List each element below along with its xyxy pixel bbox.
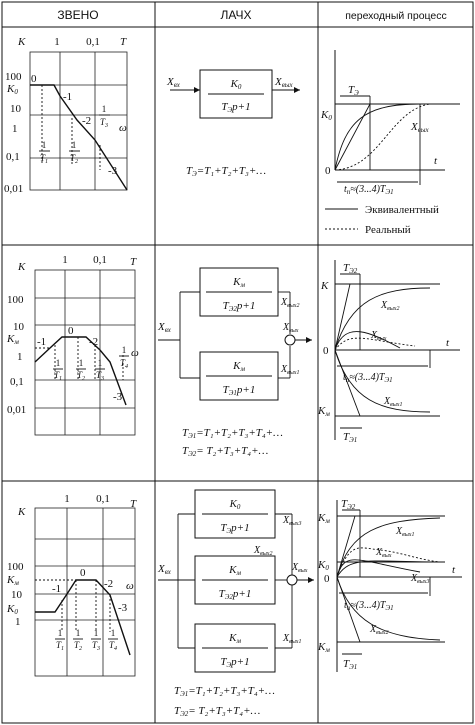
fraction-num: 1 xyxy=(121,345,127,355)
tf-den-rest: p+1 xyxy=(232,588,252,600)
fraction-den: T xyxy=(69,153,76,163)
km-sub: м xyxy=(14,338,19,346)
tf-den-rest: p+1 xyxy=(236,300,256,312)
row2-block-diagram xyxy=(157,268,312,458)
te2-sub: Э2 xyxy=(349,267,358,275)
svg-text:TЭ1=T₁+T₂+T₃+T₄+… xyxy=(182,427,283,440)
fraction-sub: 4 xyxy=(114,646,118,652)
legend-equivalent: Эквивалентный xyxy=(365,204,439,216)
x-out-sub: вых xyxy=(281,81,293,89)
slope-label: -2 xyxy=(82,115,92,127)
tick-label: 1 xyxy=(12,123,18,135)
tp-sub: п xyxy=(346,604,351,612)
svg-text:Xвых xyxy=(274,76,294,89)
te1-sub: Э1 xyxy=(349,436,358,444)
svg-text:TЭ2 xyxy=(341,498,356,511)
svg-text:Kм xyxy=(317,641,330,654)
tp-label: t xyxy=(343,372,346,383)
fraction-den: T xyxy=(39,153,46,163)
svg-text:T4 xyxy=(109,640,117,652)
x-out-label: X xyxy=(371,330,378,341)
x-out2-sub: вых2 xyxy=(287,303,300,309)
tick-label: 0,01 xyxy=(7,404,27,416)
formula-rest: =T₁+T₂+T₃+… xyxy=(196,165,267,177)
tick-label: 0,1 xyxy=(6,151,20,163)
svg-text:Xвых1 xyxy=(395,526,414,538)
x-in-sub: вх xyxy=(164,326,171,334)
tf-denominator: T xyxy=(220,522,227,534)
axis-k-label: K xyxy=(18,261,26,273)
x-out2-sub: вых2 xyxy=(260,551,273,557)
svg-text:Xвых3 xyxy=(410,573,429,585)
tf-num-sub: 0 xyxy=(237,83,242,91)
tick-label: 0,1 xyxy=(96,493,110,505)
fraction-den: T xyxy=(73,640,80,650)
k0-sub: 0 xyxy=(328,114,332,122)
formula-rest: =T₁+T₂+T₃+T₄+… xyxy=(196,427,283,439)
x-out3-label: X xyxy=(283,515,290,526)
tp-rest: ≈(3...4)T xyxy=(350,600,386,611)
svg-text:TЭ2 xyxy=(343,262,358,275)
row1-bode-plot xyxy=(4,36,127,195)
tick-label: 1 xyxy=(64,493,70,505)
tf-num-sub: м xyxy=(236,637,241,645)
x-out1-label: X xyxy=(384,396,391,407)
formula-rest: = T₂+T₃+T₄+… xyxy=(196,445,269,457)
tick-label: 100 xyxy=(7,561,24,573)
tp-sub: п xyxy=(345,376,350,384)
slope-label: 0 xyxy=(31,73,37,85)
tf-den-rest: p+1 xyxy=(236,384,256,396)
te2-sub: Э2 xyxy=(347,503,356,511)
tp-end: Э1 xyxy=(384,376,393,384)
te2-label: T xyxy=(343,262,350,274)
fraction-num: 1 xyxy=(75,628,81,638)
tf-numerator: K xyxy=(233,360,241,372)
row2-bode-plot xyxy=(6,254,139,435)
fraction-num: 1 xyxy=(57,628,63,638)
fraction-sub: 2 xyxy=(82,376,86,382)
fraction-num: 1 xyxy=(97,358,103,368)
formula-sub: Э1 xyxy=(180,690,189,698)
axis-t-label: T xyxy=(120,36,127,48)
svg-text:TЭ xyxy=(348,84,359,97)
svg-text:Kм xyxy=(6,574,19,587)
x-out-sub: вых xyxy=(298,568,308,574)
svg-text:Xвых xyxy=(375,547,392,559)
te-sub: Э xyxy=(354,89,359,97)
svg-text:TЭ1p+1 xyxy=(223,384,256,397)
svg-text:Xвх xyxy=(157,321,172,334)
tf-denominator: T xyxy=(222,300,229,312)
formula: T xyxy=(182,445,189,457)
tick-label: 10 xyxy=(10,103,21,115)
tick-label: 1 xyxy=(15,616,21,628)
row3-bode-plot xyxy=(6,493,137,676)
fraction-sub: 3 xyxy=(105,123,109,129)
omega-label: ω xyxy=(126,580,134,592)
svg-text:TЭ2= T₂+T₃+T₄+… xyxy=(182,445,268,458)
tf-denominator: T xyxy=(218,588,225,600)
tf-num-sub: м xyxy=(240,365,245,373)
slope-label: -2 xyxy=(104,578,114,590)
x-out2-sub: вых2 xyxy=(376,630,389,636)
tf-numerator: K xyxy=(229,632,237,644)
km-label: K xyxy=(7,333,15,345)
formula: T xyxy=(174,685,181,697)
fraction-num: 1 xyxy=(41,140,47,150)
svg-text:Xвых2 xyxy=(380,300,399,312)
tp-end: Э1 xyxy=(385,188,394,196)
km-label: K xyxy=(318,512,326,524)
svg-text:T2 xyxy=(74,640,82,652)
fraction-sub: 1 xyxy=(45,159,49,165)
x-out2-label: X xyxy=(281,297,288,308)
row3-transient-plot xyxy=(317,498,462,672)
tf-den-sub: Э2 xyxy=(228,305,237,313)
fraction-sub: 3 xyxy=(97,646,101,652)
omega-label: ω xyxy=(131,347,139,359)
tf-den-sub: Э xyxy=(226,661,232,669)
tick-label: 0,01 xyxy=(4,183,24,195)
tick-label: 1 xyxy=(54,36,60,48)
tf-num-sub: м xyxy=(236,569,241,577)
slope-label: -3 xyxy=(118,602,128,614)
x-out2-sub: вых2 xyxy=(387,306,400,312)
svg-text:Xвх xyxy=(166,76,181,89)
tick-label: 0,1 xyxy=(86,36,100,48)
slope-label: -2 xyxy=(89,336,99,348)
tick-label: 10 xyxy=(11,589,22,601)
formula-sub: Э xyxy=(192,170,197,178)
origin-label: 0 xyxy=(324,573,330,585)
svg-text:Kм xyxy=(317,512,330,525)
tf-den-rest: p+1 xyxy=(231,656,250,668)
fraction-num: 1 xyxy=(78,358,84,368)
fraction-sub: 1 xyxy=(59,376,63,382)
tick-label: 0,1 xyxy=(10,376,24,388)
origin-label: 0 xyxy=(325,165,331,177)
svg-text:Kм xyxy=(317,405,330,418)
x-out-label: X xyxy=(411,121,418,133)
x-in-sub: вх xyxy=(173,81,180,89)
x-out1-sub: вых1 xyxy=(402,532,415,538)
t-axis-label: t xyxy=(452,564,456,576)
x-out2-label: X xyxy=(370,624,377,635)
svg-text:T3 xyxy=(92,640,100,652)
fraction-num: 1 xyxy=(55,358,61,368)
axis-k-label: K xyxy=(18,506,26,518)
x-out1-sub: вых1 xyxy=(287,370,300,376)
fraction-sub: 4 xyxy=(125,364,129,370)
tf-num-sub: м xyxy=(240,281,245,289)
svg-text:K0 xyxy=(317,559,329,572)
formula-rest: =T₁+T₂+T₃+T₄+… xyxy=(188,685,275,697)
svg-text:TЭ2= T₂+T₃+T₄+… xyxy=(174,705,260,718)
k0-sub: 0 xyxy=(14,88,18,96)
x-out3-sub: вых3 xyxy=(289,521,302,527)
row1-block-diagram xyxy=(166,70,300,178)
row1-transient-plot xyxy=(320,50,460,236)
svg-text:Xвх xyxy=(157,563,172,576)
k0-label: K xyxy=(7,603,15,615)
x-out-sub: вых xyxy=(289,328,299,334)
x-out-label: X xyxy=(283,322,290,333)
tf-den-rest: p+1 xyxy=(231,522,250,534)
k0-sub: 0 xyxy=(325,564,329,572)
x-in-label: X xyxy=(158,563,165,575)
axis-t-label: T xyxy=(130,256,137,268)
svg-text:T2 xyxy=(70,153,78,165)
fraction-sub: 2 xyxy=(75,159,79,165)
tf-den-sub: Э1 xyxy=(228,389,237,397)
row3-block-diagram xyxy=(157,490,314,718)
axis-t-label: T xyxy=(130,498,137,510)
svg-text:tп≈(3...4)TЭ1 xyxy=(344,600,394,612)
omega-label: ω xyxy=(119,122,127,134)
t-axis-label: t xyxy=(446,337,450,349)
tf-numerator: K xyxy=(233,276,241,288)
km-label: K xyxy=(318,641,326,653)
x-out-sub: вых xyxy=(417,126,429,134)
slope-label: -3 xyxy=(113,391,123,403)
svg-text:TЭ1=T₁+T₂+T₃+T₄+… xyxy=(174,685,275,698)
svg-text:K0 xyxy=(320,109,332,122)
fraction-den: T xyxy=(55,640,62,650)
formula-sub: Э2 xyxy=(180,710,189,718)
svg-text:TЭ1 xyxy=(343,658,357,671)
x-in-label: X xyxy=(167,76,174,88)
km-sub: м xyxy=(14,579,19,587)
tp-label: t xyxy=(344,184,347,195)
header-zveno: ЗВЕНО xyxy=(57,8,99,22)
svg-text:tп≈(3...4)TЭ1 xyxy=(344,184,394,196)
tp-end: Э1 xyxy=(385,604,394,612)
tf-denominator: T xyxy=(222,384,229,396)
formula: T xyxy=(174,705,181,717)
te1-sub: Э1 xyxy=(349,663,358,671)
te1-label: T xyxy=(343,431,350,443)
x-out2-label: X xyxy=(254,545,261,556)
fraction-sub: 2 xyxy=(79,646,83,652)
k0-label: K xyxy=(7,83,15,95)
tp-sub: п xyxy=(346,188,351,196)
x-out2-label: X xyxy=(381,300,388,311)
tf-den-sub: Э xyxy=(227,106,233,114)
tf-numerator: K xyxy=(230,78,238,90)
tp-rest: ≈(3...4)T xyxy=(350,184,386,195)
tf-numerator: K xyxy=(229,564,237,576)
fraction-den: T xyxy=(108,640,115,650)
x-out1-label: X xyxy=(396,526,403,537)
svg-text:TЭ2p+1 xyxy=(219,588,252,601)
tp-rest: ≈(3...4)T xyxy=(349,372,385,383)
svg-text:tп≈(3...4)TЭ1 xyxy=(343,372,393,384)
legend-real: Реальный xyxy=(365,224,411,236)
tick-label: 10 xyxy=(13,321,24,333)
svg-text:Xвых xyxy=(291,562,308,574)
tf-den-rest: p+1 xyxy=(232,101,251,113)
svg-text:T4 xyxy=(120,358,128,370)
te-label: T xyxy=(348,84,355,96)
svg-text:Xвых2 xyxy=(253,545,272,557)
fraction-den: T xyxy=(99,117,106,127)
x-out-label: X xyxy=(376,547,383,558)
fraction-den: T xyxy=(76,370,83,380)
tick-label: 100 xyxy=(5,71,22,83)
slope-label: -3 xyxy=(108,165,118,177)
te2-label: T xyxy=(341,498,348,510)
svg-text:T1 xyxy=(40,153,48,165)
x-out-label: X xyxy=(275,76,282,88)
svg-text:T1 xyxy=(56,640,64,652)
te1-label: T xyxy=(343,658,350,670)
svg-text:TЭp+1 xyxy=(220,522,249,535)
k0-sub: 0 xyxy=(14,608,18,616)
svg-text:TЭ=T₁+T₂+T₃+… xyxy=(186,165,266,178)
svg-text:TЭ2p+1 xyxy=(223,300,256,313)
km-sub: м xyxy=(325,646,330,654)
row2-transient-plot xyxy=(317,260,460,444)
svg-text:K0 xyxy=(6,83,18,96)
x-out3-label: X xyxy=(411,573,418,584)
x-out-sub: вых xyxy=(382,553,392,559)
fraction-den: T xyxy=(91,640,98,650)
x-out1-label: X xyxy=(281,364,288,375)
fraction-num: 1 xyxy=(93,628,99,638)
km-sub: м xyxy=(325,517,330,525)
t-axis-label: t xyxy=(434,155,438,167)
formula-sub: Э1 xyxy=(188,432,197,440)
formula: T xyxy=(186,165,193,177)
tf-num-sub: 0 xyxy=(236,503,241,511)
fraction-den: T xyxy=(95,370,102,380)
fraction-sub: 1 xyxy=(61,646,65,652)
tp-label: t xyxy=(344,600,347,611)
fraction-num: 1 xyxy=(110,628,116,638)
fraction-num: 1 xyxy=(71,140,77,150)
tf-numerator: K xyxy=(229,498,237,510)
svg-text:T3 xyxy=(100,117,108,129)
svg-text:K0 xyxy=(6,603,18,616)
x-out3-sub: вых3 xyxy=(417,579,430,585)
slope-label: -1 xyxy=(63,91,73,103)
tf-denominator: T xyxy=(221,101,228,113)
svg-text:TЭp+1 xyxy=(220,656,249,669)
x-out1-sub: вых1 xyxy=(390,402,403,408)
fraction-num: 1 xyxy=(101,104,107,114)
svg-text:TЭ1 xyxy=(343,431,357,444)
slope-label: -1 xyxy=(52,583,62,595)
tf-denominator: T xyxy=(220,656,227,668)
header-lachh: ЛАЧХ xyxy=(220,8,252,22)
origin-label: 0 xyxy=(323,345,329,357)
x-out-sub: вых xyxy=(377,336,387,342)
slope-label: 0 xyxy=(68,325,74,337)
x-in-label: X xyxy=(158,321,165,333)
formula-sub: Э2 xyxy=(188,450,197,458)
svg-text:TЭp+1 xyxy=(221,101,250,114)
km-label: K xyxy=(318,405,326,417)
slope-label: -1 xyxy=(37,336,47,348)
tick-label: 0,1 xyxy=(93,254,107,266)
axis-k-label: K xyxy=(18,36,26,48)
k0-label: K xyxy=(321,109,329,121)
tick-label: 100 xyxy=(7,294,24,306)
x-out1-label: X xyxy=(283,633,290,644)
fraction-sub: 3 xyxy=(101,376,105,382)
x-in-sub: вх xyxy=(164,568,171,576)
formula: T xyxy=(182,427,189,439)
svg-text:Kм xyxy=(6,333,19,346)
slope-label: 0 xyxy=(80,567,86,579)
header-transient: переходный процесс xyxy=(345,10,447,22)
svg-text:Xвых xyxy=(370,330,387,342)
tick-label: 1 xyxy=(62,254,68,266)
x-out1-sub: вых1 xyxy=(289,639,302,645)
k-label: K xyxy=(321,280,329,292)
formula-rest: = T₂+T₃+T₄+… xyxy=(188,705,261,717)
fraction-den: T xyxy=(53,370,60,380)
svg-text:Xвых1 xyxy=(383,396,402,408)
fraction-den: T xyxy=(119,358,126,368)
km-sub: м xyxy=(325,410,330,418)
svg-text:Xвых2 xyxy=(369,624,388,636)
k0-label: K xyxy=(318,559,326,571)
tf-den-sub: Э xyxy=(226,527,232,535)
tf-den-sub: Э2 xyxy=(224,593,233,601)
km-label: K xyxy=(7,574,15,586)
x-out-label: X xyxy=(292,562,299,573)
tick-label: 1 xyxy=(17,351,23,363)
